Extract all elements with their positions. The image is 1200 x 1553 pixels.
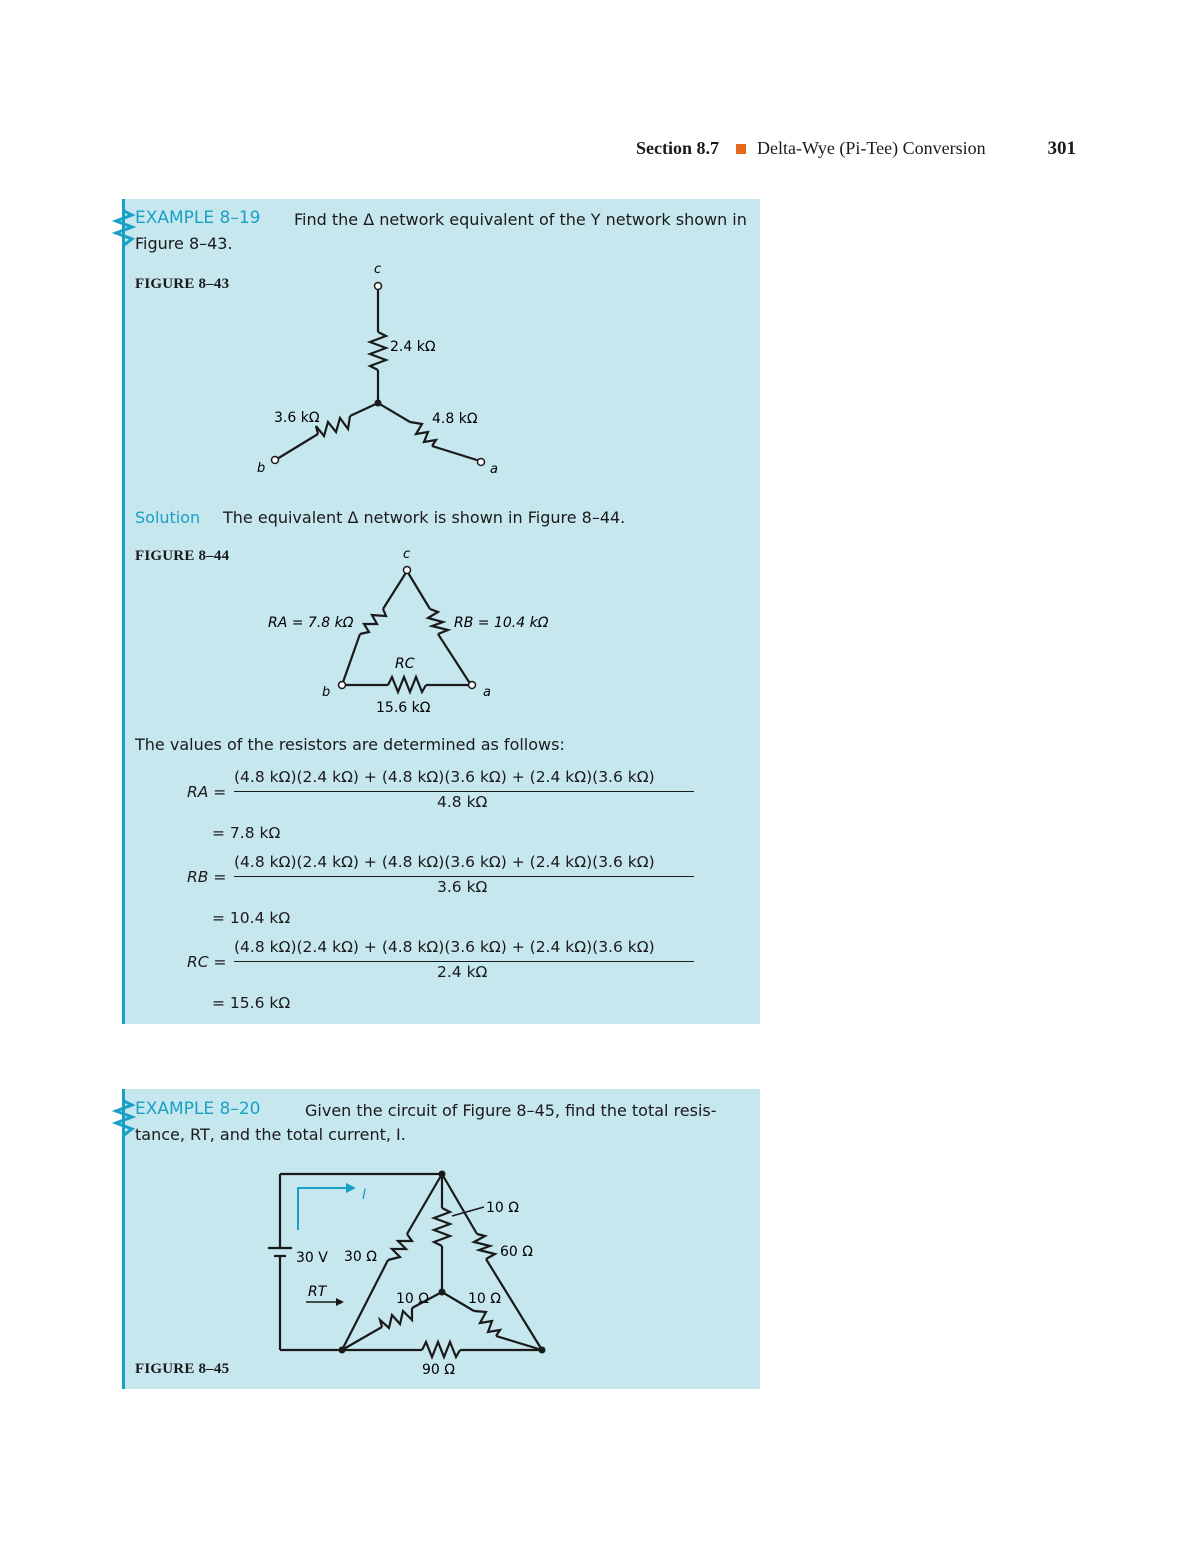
- resistor-marker-icon: [112, 209, 136, 249]
- resistor-10-top-label: 10 Ω: [486, 1200, 519, 1216]
- section-number: Section 8.7: [636, 138, 719, 158]
- figure-8-44-label: FIGURE 8–44: [135, 548, 230, 564]
- example-label: EXAMPLE 8–20: [135, 1099, 261, 1119]
- node-c-label: c: [374, 262, 382, 277]
- resistor-60-label: 60 Ω: [500, 1244, 533, 1260]
- figure-8-44-delta-network: [262, 544, 562, 724]
- resistor-rc-value: 15.6 kΩ: [376, 700, 431, 716]
- example-label: EXAMPLE 8–19: [135, 208, 261, 228]
- node-b-label: b: [257, 461, 266, 476]
- fraction-bar: [234, 961, 694, 962]
- solution-label: Solution: [135, 508, 201, 527]
- figure-8-43-wye-network: [252, 254, 512, 484]
- resistor-rb-label: RB = 10.4 kΩ: [454, 615, 549, 631]
- resistor-top-label: 2.4 kΩ: [390, 339, 436, 355]
- resistor-ra-label: RA = 7.8 kΩ: [268, 615, 354, 631]
- example-text-line2: tance, RT, and the total current, I.: [135, 1125, 406, 1144]
- example-text-line1: Find the Δ network equivalent of the Y network shown in: [294, 210, 747, 229]
- values-intro: The values of the resistors are determined as follows:: [135, 735, 565, 754]
- resistor-right-label: 4.8 kΩ: [432, 411, 478, 427]
- accent-bar: [122, 199, 125, 1024]
- node-c-label: c: [403, 547, 411, 562]
- rt-label: RT: [308, 1284, 327, 1300]
- fraction-bar: [234, 876, 694, 877]
- resistor-rc-label: RC: [395, 656, 415, 672]
- example-text-line1: Given the circuit of Figure 8–45, find the total resis-: [305, 1101, 717, 1120]
- example-8-20-box: [122, 1089, 760, 1389]
- resistor-30-label: 30 Ω: [344, 1249, 377, 1265]
- source-voltage-label: 30 V: [296, 1250, 328, 1266]
- eq-denominator: 4.8 kΩ: [437, 793, 488, 811]
- page-number: 301: [1047, 138, 1076, 159]
- figure-8-45-label: FIGURE 8–45: [135, 1361, 230, 1377]
- figure-8-45-circuit: [262, 1164, 562, 1379]
- figure-8-43-label: FIGURE 8–43: [135, 276, 230, 292]
- example-text-line2: Figure 8–43.: [135, 234, 233, 253]
- eq-denominator: 3.6 kΩ: [437, 878, 488, 896]
- eq-numerator: (4.8 kΩ)(2.4 kΩ) + (4.8 kΩ)(3.6 kΩ) + (2.4 kΩ)(3.6 kΩ): [234, 938, 655, 956]
- resistor-90-label: 90 Ω: [422, 1362, 455, 1378]
- eq-denominator: 2.4 kΩ: [437, 963, 488, 981]
- solution-text: The equivalent Δ network is shown in Figure 8–44.: [223, 508, 626, 527]
- eq-numerator: (4.8 kΩ)(2.4 kΩ) + (4.8 kΩ)(3.6 kΩ) + (2.4 kΩ)(3.6 kΩ): [234, 853, 655, 871]
- eq-result: = 7.8 kΩ: [212, 824, 281, 842]
- resistor-10-right-label: 10 Ω: [468, 1291, 501, 1307]
- resistor-left-label: 3.6 kΩ: [274, 410, 320, 426]
- fraction-bar: [234, 791, 694, 792]
- eq-result: = 10.4 kΩ: [212, 909, 291, 927]
- example-8-19-box: EXAMPLE 8–19 Find the Δ network equivalent of the Y network shown in Figure 8–43. FIGURE 8–43 c 2.4 kΩ 3.6 kΩ 4.8 kΩ b a Solution The equivalent Δ network is shown in Figure 8–44. FIGURE 8–44 c RA = 7.8 kΩ RB = 10.4 kΩ RC b a 15.6 kΩ The values of the resistors are determined as follows: RA = (4.8 kΩ)(2.4 kΩ) + (4.8 kΩ)(3.6 kΩ) + (2.4 kΩ)(3.6 kΩ) 4.8 kΩ = 7.8 kΩ RB = (4.8 kΩ)(2.4 kΩ) + (4.8 kΩ)(3.6 kΩ) + (2.4 kΩ)(3.6 kΩ) 3.6 kΩ = 10.4 kΩ RC = (4.8 kΩ)(2.4 kΩ) + (4.8 kΩ)(3.6 kΩ) + (2.4 kΩ)(3.6 kΩ) 2.4 kΩ = 15.6 kΩ: [122, 199, 760, 1024]
- resistor-10-left-label: 10 Ω: [396, 1291, 429, 1307]
- running-header: [636, 138, 1076, 164]
- square-bullet-icon: [736, 144, 746, 154]
- current-label: I: [362, 1187, 367, 1203]
- eq-result: = 15.6 kΩ: [212, 994, 291, 1012]
- node-b-label: b: [322, 685, 331, 700]
- resistor-marker-icon: [112, 1099, 136, 1139]
- node-a-label: a: [490, 462, 498, 477]
- eq-numerator: (4.8 kΩ)(2.4 kΩ) + (4.8 kΩ)(3.6 kΩ) + (2.4 kΩ)(3.6 kΩ): [234, 768, 655, 786]
- section-title: Delta-Wye (Pi-Tee) Conversion: [757, 138, 986, 158]
- node-a-label: a: [483, 685, 491, 700]
